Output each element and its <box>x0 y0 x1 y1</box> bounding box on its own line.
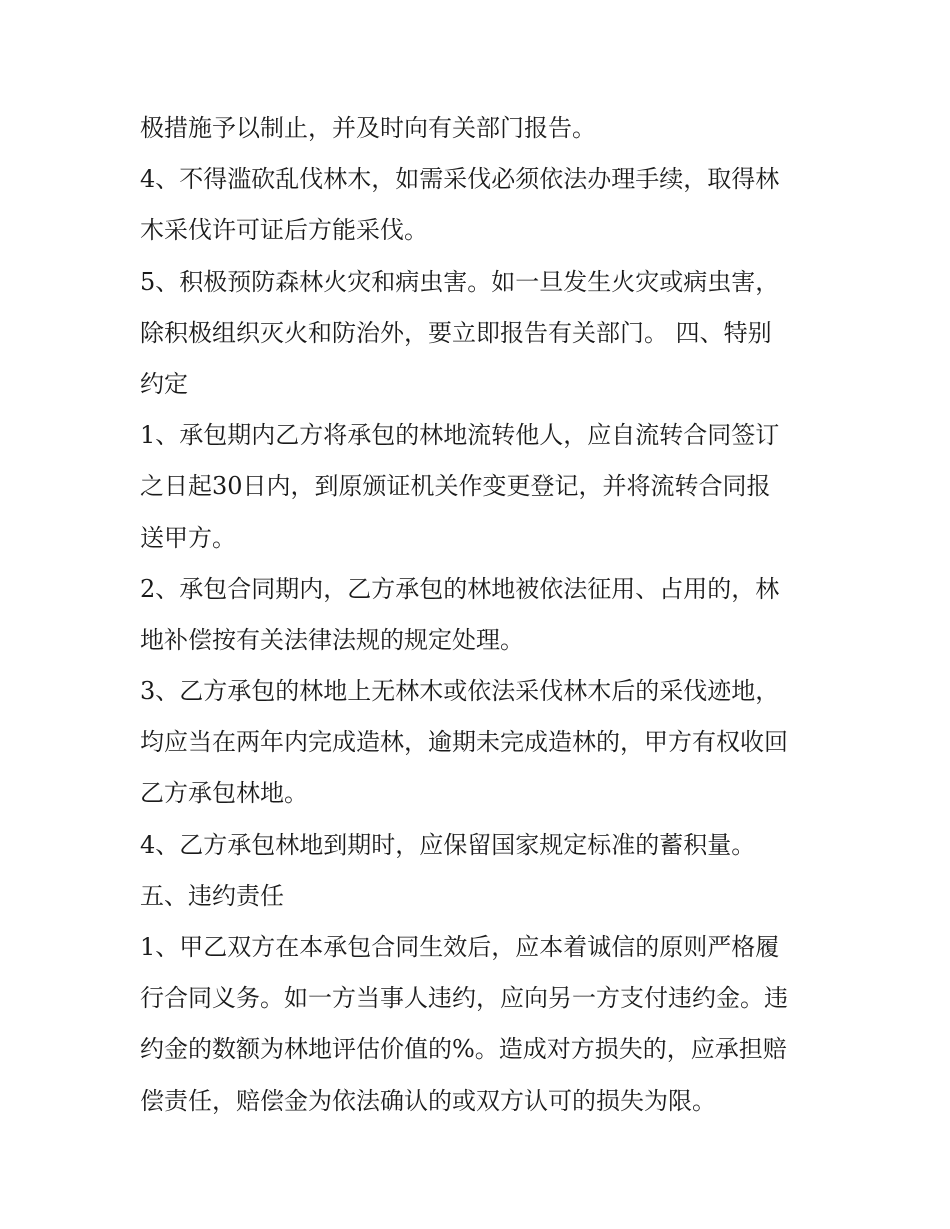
text-line: 约定 <box>140 369 188 398</box>
text-line: 极措施予以制止，并及时向有关部门报告。 <box>140 114 596 142</box>
text-line: 除积极组织灭火和防治外，要立即报告有关部门。 四、特别 <box>140 318 772 347</box>
text-line: 行合同义务。如一方当事人违约，应向另一方支付违约金。违 <box>140 984 788 1013</box>
text-line: 1、甲乙双方在本承包合同生效后，应本着诚信的原则严格履 <box>140 933 780 961</box>
text-line: 之日起30日内，到原颁证机关作变更登记，并将流转合同报 <box>140 472 771 501</box>
text-line: 4、不得滥砍乱伐林木，如需采伐必须依法办理手续，取得林 <box>140 165 780 194</box>
document-body <box>140 103 820 1127</box>
text-line: 木采伐许可证后方能采伐。 <box>140 216 428 245</box>
text-line: 2、承包合同期内，乙方承包的林地被依法征用、占用的，林 <box>140 574 780 603</box>
text-line: 偿责任，赔偿金为依法确认的或双方认可的损失为限。 <box>140 1086 716 1115</box>
text-line: 约金的数额为林地评估价值的%。造成对方损失的，应承担赔 <box>140 1035 787 1064</box>
text-line: 3、乙方承包的林地上无林木或依法采伐林木后的采伐迹地， <box>140 677 780 706</box>
text-line: 乙方承包林地。 <box>140 779 308 808</box>
text-line: 1、承包期内乙方将承包的林地流转他人，应自流转合同签订 <box>140 421 780 450</box>
text-line: 5、积极预防森林火灾和病虫害。如一旦发生火灾或病虫害， <box>140 267 780 296</box>
text-line: 送甲方。 <box>140 523 236 552</box>
section-heading: 五、违约责任 <box>140 881 284 910</box>
text-line: 4、乙方承包林地到期时，应保留国家规定标准的蓄积量。 <box>140 830 756 859</box>
text-line: 均应当在两年内完成造林，逾期未完成造林的，甲方有权收回 <box>140 728 788 757</box>
text-line: 地补偿按有关法律法规的规定处理。 <box>140 625 524 654</box>
